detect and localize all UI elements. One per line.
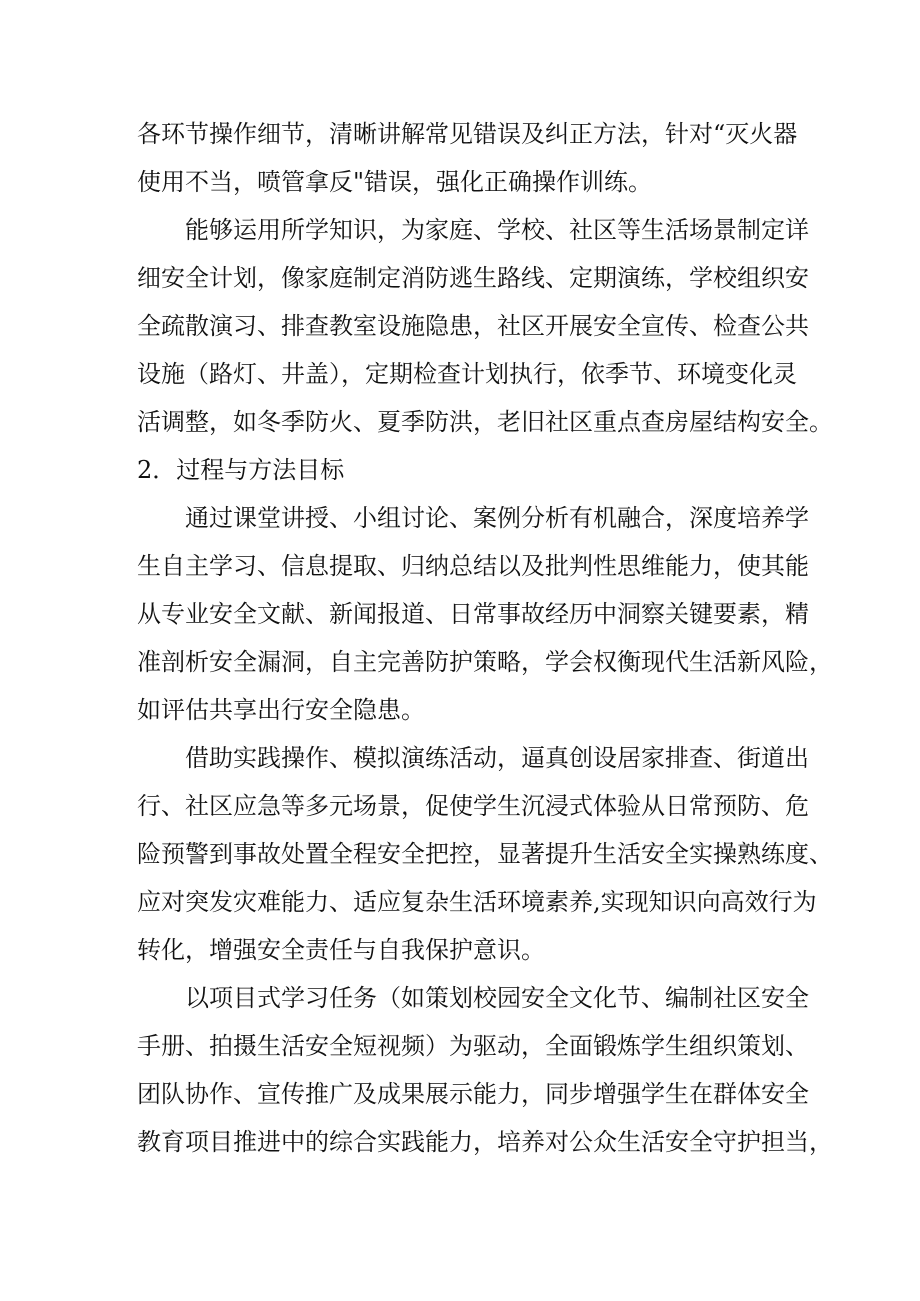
text-line: 通过课堂讲授、小组讨论、案例分析有机融合，深度培养学 xyxy=(185,504,809,532)
text-line: 行、社区应急等多元场景，促使学生沉浸式体验从日常预防、危 xyxy=(137,792,809,820)
text-line: 以项目式学习任务（如策划校园安全文化节、编制社区安全 xyxy=(185,984,809,1012)
text-line: 使用不当，喷管拿反"错误，强化正确操作训练。 xyxy=(137,168,653,196)
paragraph-practice-drills xyxy=(137,734,833,974)
text-line: 借助实践操作、模拟演练活动，逼真创设居家排查、街道出 xyxy=(185,744,809,772)
text-line: 险预警到事故处置全程安全把控，显著提升生活安全实操熟练度、 xyxy=(137,840,833,868)
document-body xyxy=(137,110,833,1166)
text-line: 各环节操作细节，清晰讲解常见错误及纠正方法，针对“灭火器 xyxy=(137,120,798,148)
text-line: 生自主学习、信息提取、归纳总结以及批判性思维能力，使其能 xyxy=(137,552,809,580)
text-line: 团队协作、宣传推广及成果展示能力，同步增强学生在群体安全 xyxy=(137,1080,809,1108)
text-line: 从专业安全文献、新闻报道、日常事故经历中洞察关键要素，精 xyxy=(137,600,809,628)
paragraph-project-learning xyxy=(137,974,833,1166)
section-heading: 2．过程与方法目标 xyxy=(137,456,345,484)
paragraph-classroom-methods xyxy=(137,494,833,734)
paragraph-safety-plan xyxy=(137,206,833,446)
text-line: 如评估共享出行安全隐患。 xyxy=(137,696,425,724)
text-line: 应对突发灾难能力、适应复杂生活环境素养,实现知识向高效行为 xyxy=(137,888,817,916)
text-line: 教育项目推进中的综合实践能力，培养对公众生活安全守护担当， xyxy=(137,1128,833,1156)
text-line: 活调整，如冬季防火、夏季防洪，老旧社区重点查房屋结构安全。 xyxy=(137,408,833,436)
text-line: 设施（路灯、井盖），定期检查计划执行，依季节、环境变化灵 xyxy=(137,360,797,388)
text-line: 细安全计划，像家庭制定消防逃生路线、定期演练，学校组织安 xyxy=(137,264,809,292)
text-line: 准剖析安全漏洞，自主完善防护策略，学会权衡现代生活新风险， xyxy=(137,648,833,676)
paragraph-continuation xyxy=(137,110,799,206)
text-line: 手册、拍摄生活安全短视频）为驱动，全面锻炼学生组织策划、 xyxy=(137,1032,809,1060)
text-line: 能够运用所学知识，为家庭、学校、社区等生活场景制定详 xyxy=(185,216,809,244)
section-heading-container xyxy=(137,446,799,494)
text-line: 全疏散演习、排查教室设施隐患，社区开展安全宣传、检查公共 xyxy=(137,312,809,340)
text-line: 转化，增强安全责任与自我保护意识。 xyxy=(137,936,545,964)
